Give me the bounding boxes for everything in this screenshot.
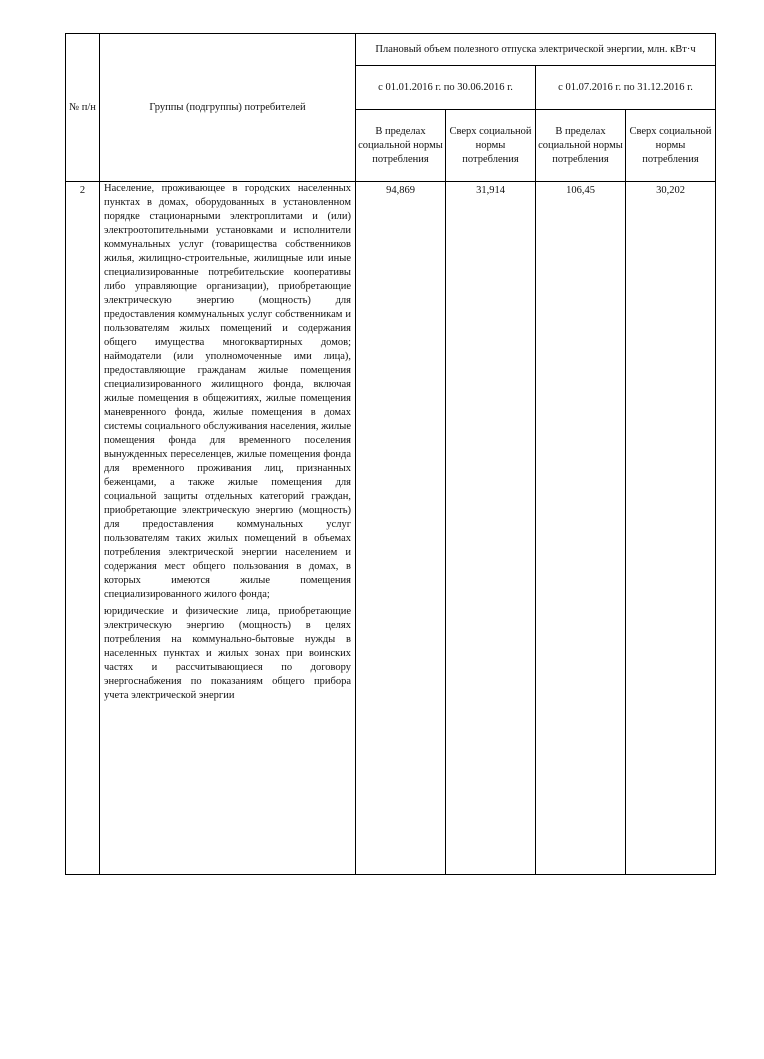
p1-above-norm-value: 31,914 [446, 182, 536, 875]
group-paragraph-2: юридические и физические лица, приобретающие электрическую энергию (мощность) в целях потребления на коммунально-бытовые нужды в населенных пунктах и жилых зонах при воинских частях и рассчитывающиеся по договору энергоснабжения по показаниям общего прибора учета электрической энергии [104, 606, 351, 701]
volume-header: Плановый объем полезного отпуска электрической энергии, млн. кВт·ч [356, 34, 716, 66]
consumer-group-description [100, 182, 356, 875]
num-header: № п/н [66, 34, 100, 182]
p1-within-norm-header: В пределах социальной нормы потребления [356, 110, 446, 182]
p1-above-norm-header: Сверх социальной нормы потребления [446, 110, 536, 182]
group-paragraph-1: Население, проживающее в городских населенных пунктах в домах, оборудованных в установленном порядке стационарными электроплитами и (или) электроотопительными установками и исполнители коммунальных услуг (товарищества собственников жилья, жилищно-строительные, жилищные или иные специализированные потребительские кооперативы либо управляющие организации), приобретающие электрическую энергию (мощность) для предоставления коммунальных услуг собственникам и пользователям жилых помещений и содержания общего имущества многоквартирных домов; наймодатели (или уполномоченные ими лица), предоставляющие гражданам жилые помещения специализированного жилищного фонда, включая жилые помещения в общежитиях, жилые помещения маневренного фонда, жилые помещения в домах системы социального обслуживания населения, жилые помещения фонда для временного поселения вынужденных переселенцев, жилые помещения фонда для временного проживания лиц, признанных беженцами, а также жилые помещения для социальной защиты отдельных категорий граждан, приобретающие электрическую энергию (мощность) для предоставления коммунальных услуг пользователям таких жилых помещений в объемах потребления электрической энергии населением и содержания мест общего пользования в домах, в которых имеются жилые помещения специализированного жилого фонда; [104, 183, 351, 600]
p2-above-norm-header: Сверх социальной нормы потребления [626, 110, 716, 182]
table-row [66, 182, 716, 875]
row-number: 2 [66, 182, 100, 875]
groups-header: Группы (подгруппы) потребителей [100, 34, 356, 182]
p2-within-norm-header: В пределах социальной нормы потребления [536, 110, 626, 182]
period2-header: с 01.07.2016 г. по 31.12.2016 г. [536, 66, 716, 110]
tariff-volume-table [65, 33, 716, 875]
p2-within-norm-value: 106,45 [536, 182, 626, 875]
period1-header: с 01.01.2016 г. по 30.06.2016 г. [356, 66, 536, 110]
p1-within-norm-value: 94,869 [356, 182, 446, 875]
p2-above-norm-value: 30,202 [626, 182, 716, 875]
